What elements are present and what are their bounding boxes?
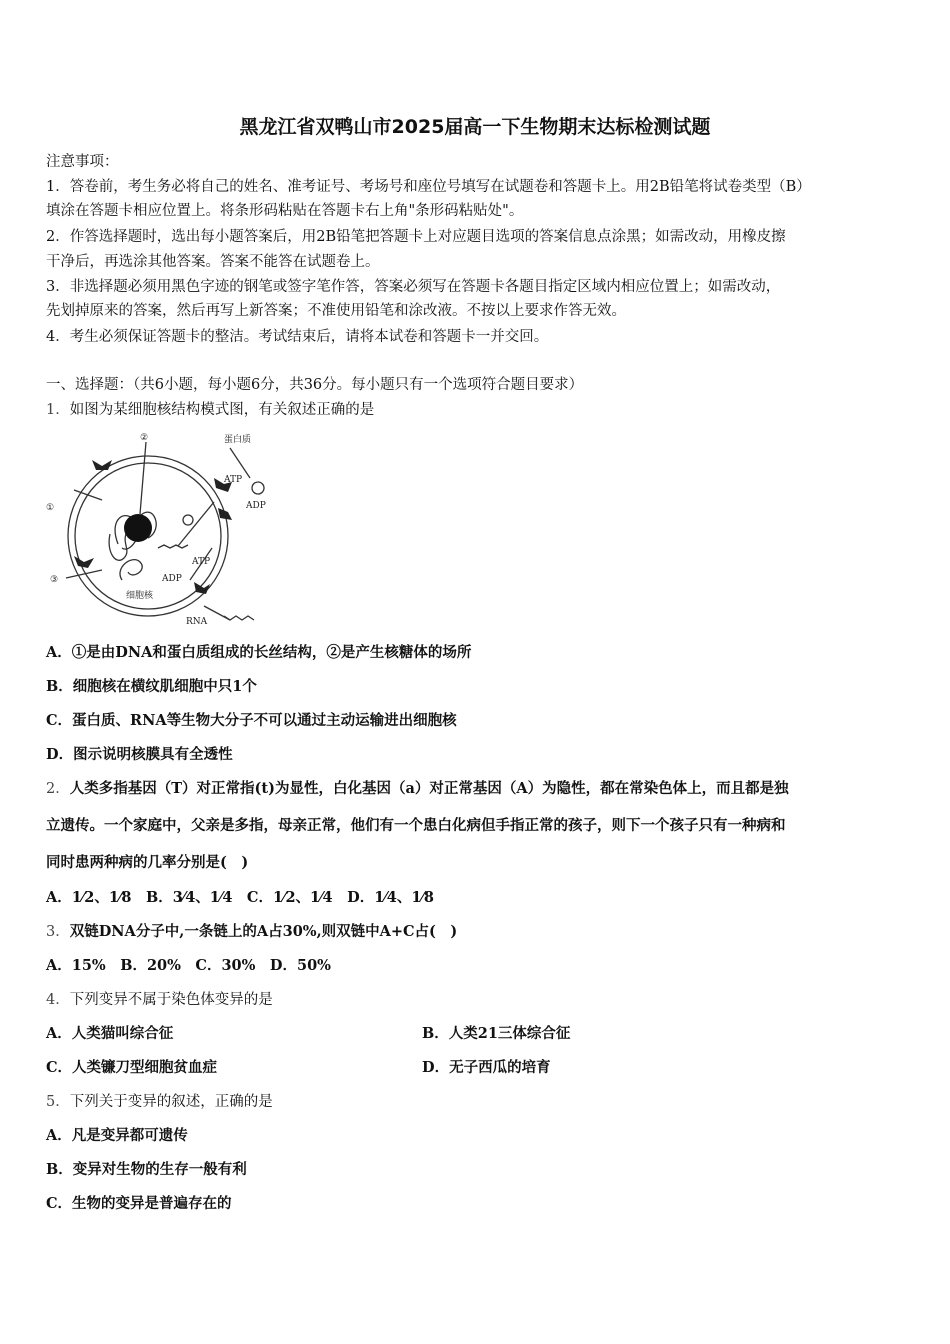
- question-number: 1．: [46, 402, 70, 418]
- question-5-stem: [46, 1092, 904, 1112]
- label-1: ①: [46, 503, 55, 513]
- question-text: 人类多指基因（T）对正常指(t)为显性，白化基因（a）对正常基因（A）为隐性，都在常染色体上，而且都是独: [69, 780, 789, 797]
- page-title: 黑龙江省双鸭山市2025届高一下生物期末达标检测试题: [239, 116, 711, 138]
- question-number: 2．: [46, 781, 70, 797]
- q4-option-d: D．无子西瓜的培育: [422, 1059, 551, 1076]
- label-adp-bottom: ADP: [162, 574, 182, 584]
- q4-row-1: [46, 1024, 904, 1044]
- notice-line: 3．非选择题必须用黑色字迹的钢笔或签字笔作答，答案必须写在答题卡各题目指定区域内相应位置上；如需改动，: [46, 279, 781, 295]
- label-3: ③: [50, 575, 59, 585]
- q5-option-b: B．变异对生物的生存一般有利: [46, 1161, 247, 1178]
- section-heading: 一、选择题：（共6小题，每小题6分，共36分。每小题只有一个选项符合题目要求）: [46, 377, 584, 393]
- notice-line: 2．作答选择题时，选出每小题答案后，用2B铅笔把答题卡上对应题目选项的答案信息点涂黑；如需改动，用橡皮擦: [46, 229, 786, 245]
- question-text: 双链DNA分子中,一条链上的A占30%,则双链中A+C占( ): [69, 923, 458, 940]
- notice-line: 填涂在答题卡相应位置上。将条形码粘贴在答题卡右上角"条形码粘贴处"。: [46, 203, 524, 219]
- question-1-stem: [46, 400, 904, 420]
- question-2-line-2: 立遗传。一个家庭中，父亲是多指，母亲正常，他们有一个患白化病但手指正常的孩子，则下一个孩子只有一种病和: [46, 817, 786, 834]
- question-number: 3．: [46, 924, 70, 940]
- q5-option-c: C．生物的变异是普遍存在的: [46, 1195, 232, 1212]
- q4-option-c: C．人类镰刀型细胞贫血症: [46, 1059, 218, 1076]
- notice-line: 先划掉原来的答案，然后再写上新答案；不准使用铅笔和涂改液。不按以上要求作答无效。: [46, 303, 626, 319]
- label-atp-top: ATP: [224, 475, 243, 485]
- q1-option-a: A．①是由DNA和蛋白质组成的长丝结构，②是产生核糖体的场所: [46, 644, 472, 661]
- notice-line: 1．答卷前，考生务必将自己的姓名、准考证号、考场号和座位号填写在试题卷和答题卡上。用2B铅笔将试卷类型（B）: [46, 179, 811, 195]
- label-atp-bottom: ATP: [192, 557, 211, 567]
- question-2-line-3: 同时患两种病的几率分别是( ): [46, 854, 249, 871]
- question-3-stem: [46, 922, 904, 942]
- nucleus-structure-diagram: [44, 430, 274, 628]
- label-nucleus: 细胞核: [126, 591, 154, 601]
- q4-option-a: A．人类猫叫综合征: [46, 1025, 174, 1042]
- label-2: ②: [140, 433, 149, 443]
- q1-option-c: C．蛋白质、RNA等生物大分子不可以通过主动运输进出细胞核: [46, 712, 457, 729]
- q3-options: A．15% B．20% C．30% D．50%: [46, 957, 331, 974]
- notice-line: 4．考生必须保证答题卡的整洁。考试结束后，请将本试卷和答题卡一并交回。: [46, 329, 549, 345]
- q1-option-b: B．细胞核在横纹肌细胞中只1个: [46, 678, 257, 695]
- notice-heading: 注意事项：: [46, 154, 119, 170]
- label-rna: RNA: [186, 617, 208, 627]
- question-text: 下列关于变异的叙述，正确的是: [69, 1094, 273, 1110]
- q4-option-b: B．人类21三体综合征: [422, 1025, 571, 1042]
- question-4-stem: [46, 990, 904, 1010]
- label-protein: 蛋白质: [224, 435, 252, 445]
- q2-options: A．1⁄2、1⁄8 B．3⁄4、1⁄4 C．1⁄2、1⁄4 D．1⁄4、1⁄8: [46, 889, 434, 906]
- q1-option-d: D．图示说明核膜具有全透性: [46, 746, 233, 763]
- question-text: 如图为某细胞核结构模式图，有关叙述正确的是: [69, 402, 375, 418]
- question-2-line-1: [46, 779, 904, 799]
- question-number: 4．: [46, 992, 70, 1008]
- notice-line: 干净后，再选涂其他答案。答案不能答在试题卷上。: [46, 254, 380, 270]
- label-adp-top: ADP: [246, 501, 266, 511]
- question-text: 下列变异不属于染色体变异的是: [69, 992, 273, 1008]
- question-number: 5．: [46, 1094, 70, 1110]
- q4-row-2: [46, 1058, 904, 1078]
- q5-option-a: A．凡是变异都可遗传: [46, 1127, 188, 1144]
